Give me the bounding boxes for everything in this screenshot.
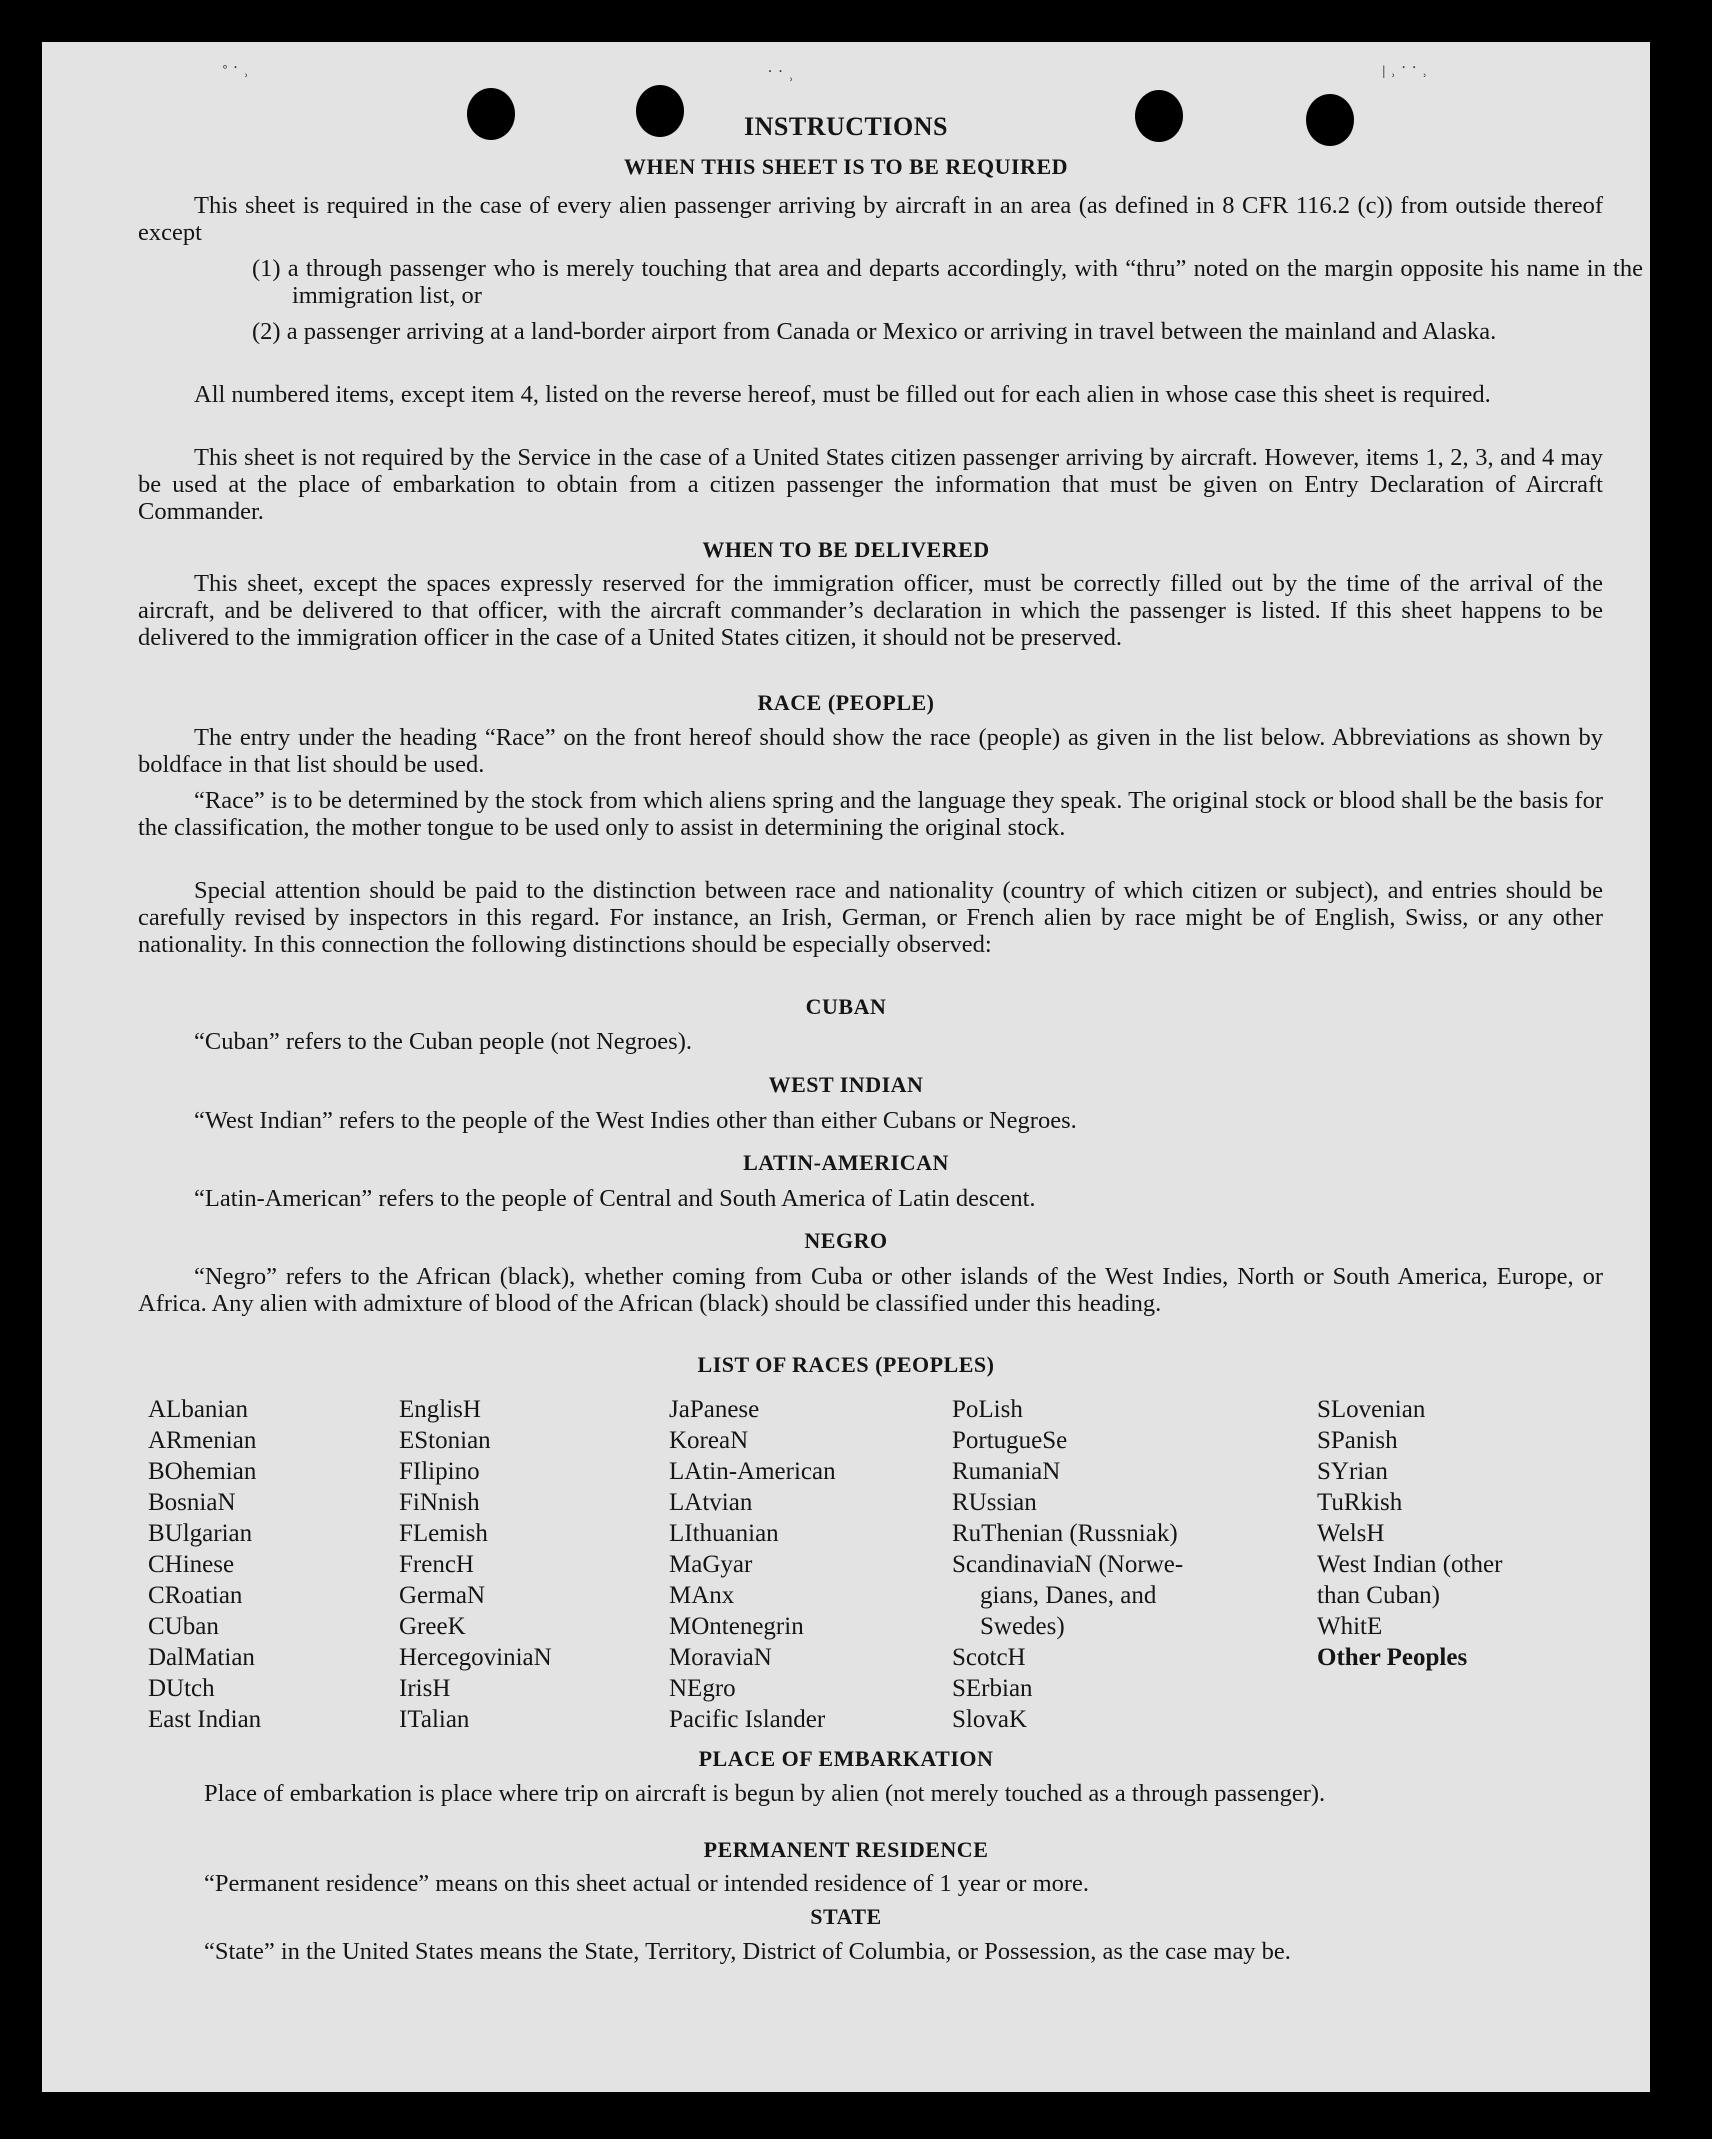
race-entry: BOhemian [148,1458,257,1485]
race-entry: SYrian [1317,1458,1388,1485]
exception-item-2: (2) a passenger arriving at a land-border airport from Canada or Mexico or arriving in travel between the mainland and Alaska. [252,318,1497,345]
race-para-3: Special attention should be paid to the distinction between race and nationality (country of which citizen or subject), and entries should be carefully revised by inspectors in this regard. For instance, an Irish, German, or French alien by race might be of English, Swiss, or any other nationality. In this connection the following distinctions should be especially observed: [138,877,1603,958]
race-entry: ARmenian [148,1427,257,1454]
race-entry: Swedes) [980,1613,1065,1640]
race-entry: HercegoviniaN [399,1644,552,1671]
heading-place-of-embarkation: PLACE OF EMBARKATION [698,1746,994,1771]
race-entry: PortugueSe [952,1427,1068,1454]
race-entry: LAtvian [669,1489,753,1516]
exception-item-1: (1) a through passenger who is merely touching that area and departs accordingly, with “thru” noted on the margin opposite his name in the immigration list, or [252,255,1643,309]
race-entry: gians, Danes, and [980,1582,1157,1609]
negro-text: “Negro” refers to the African (black), whether coming from Cuba or other islands of the West Indies, North or South America, Europe, or Africa. Any alien with admixture of blood of the African (black) should be classified under this heading. [138,1263,1603,1317]
race-entry: CUban [148,1613,219,1640]
race-entry: SPanish [1317,1427,1398,1454]
latin-american-text: “Latin-American” refers to the people of Central and South America of Latin descent. [194,1185,1036,1212]
race-entry: GreeK [399,1613,466,1640]
race-entry: ScandinaviaN (Norwe- [952,1551,1184,1578]
race-entry: RUssian [952,1489,1037,1516]
heading-west-indian: WEST INDIAN [768,1072,924,1097]
heading-race: RACE (PEOPLE) [757,690,935,715]
race-column-4 [952,1394,1183,1735]
page-title: INSTRUCTIONS [744,112,948,141]
race-entry: FIlipino [399,1458,480,1485]
heading-when-required: WHEN THIS SHEET IS TO BE REQUIRED [623,154,1069,179]
race-para-1: The entry under the heading “Race” on the front hereof should show the race (people) as given in the list below. Abbreviations as shown by boldface in that list should be used. [138,724,1603,778]
race-entry: MoraviaN [669,1644,772,1671]
permanent-residence-text: “Permanent residence” means on this sheet actual or intended residence of 1 year or more. [204,1870,1090,1897]
scan-mark: ǀ ˒ ˙ ˙ ˒ [1382,62,1428,82]
race-entry: EnglisH [399,1396,481,1423]
race-entry: LIthuanian [669,1520,779,1547]
race-entry: MaGyar [669,1551,753,1578]
race-entry: DUtch [148,1675,215,1702]
race-entry: LAtin-American [669,1458,836,1485]
race-entry: SLovenian [1317,1396,1426,1423]
heading-negro: NEGRO [804,1228,888,1253]
race-entry: BUlgarian [148,1520,253,1547]
race-entry: BosniaN [148,1489,236,1516]
when-required-para-3: This sheet is not required by the Service in the case of a United States citizen passenger arriving by aircraft. However, items 1, 2, 3, and 4 may be used at the place of embarkation to obtain from a citizen passenger the information that must be given on Entry Declaration of Aircraft Commander. [138,444,1603,525]
race-entry: SlovaK [952,1706,1027,1733]
race-entry: MOntenegrin [669,1613,804,1640]
race-entry: ALbanian [148,1396,248,1423]
race-entry: EStonian [399,1427,491,1454]
race-entry: GermaN [399,1582,486,1609]
cuban-text: “Cuban” refers to the Cuban people (not Negroes). [194,1028,692,1055]
race-para-2: “Race” is to be determined by the stock from which aliens spring and the language they speak. The original stock or blood shall be the basis for the classification, the mother tongue to be used only to assist in determining the original stock. [138,787,1603,841]
west-indian-text: “West Indian” refers to the people of the West Indies other than either Cubans or Negroes. [194,1107,1077,1134]
heading-permanent-residence: PERMANENT RESIDENCE [703,1837,989,1862]
race-entry: NEgro [669,1675,736,1702]
race-entry: MAnx [669,1582,735,1609]
document-sheet [42,42,1650,2092]
race-column-3 [669,1394,836,1735]
race-entry: TuRkish [1317,1489,1403,1516]
race-entry: WelsH [1317,1520,1385,1547]
race-entry: KoreaN [669,1427,749,1454]
scan-mark: ˚ ˙ ˒ [222,62,249,82]
heading-when-delivered: WHEN TO BE DELIVERED [702,537,990,562]
race-entry: SErbian [952,1675,1033,1702]
race-entry: ITalian [399,1706,470,1733]
race-entry: ScotcH [952,1644,1026,1671]
race-entry: FLemish [399,1520,488,1547]
heading-list-of-races: LIST OF RACES (PEOPLES) [697,1352,995,1377]
race-entry: than Cuban) [1317,1582,1440,1609]
race-entry: CHinese [148,1551,235,1578]
when-required-para-2: All numbered items, except item 4, listed on the reverse hereof, must be filled out for each alien in whose case this sheet is required. [194,381,1491,408]
race-entry: FrencH [399,1551,474,1578]
heading-latin-american: LATIN-AMERICAN [743,1150,949,1175]
race-entry: Other Peoples [1317,1644,1468,1671]
race-entry: West Indian (other [1317,1551,1503,1578]
race-entry: WhitE [1317,1613,1383,1640]
race-entry: PoLish [952,1396,1023,1423]
race-entry: RuThenian (Russniak) [952,1520,1178,1547]
race-entry: JaPanese [669,1396,760,1423]
when-required-intro: This sheet is required in the case of every alien passenger arriving by aircraft in an area (as defined in 8 CFR 116.2 (c)) from outside thereof except [138,192,1603,246]
race-column-2 [399,1394,552,1735]
when-delivered-text: This sheet, except the spaces expressly reserved for the immigration officer, must be correctly filled out by the time of the arrival of the aircraft, and be delivered to that officer, with the aircraft commander’s declaration in which the passenger is listed. If this sheet happens to be delivered to the immigration officer in the case of a United States citizen, it should not be preserved. [138,570,1603,651]
race-column-5 [1317,1394,1502,1673]
place-of-embarkation-text: Place of embarkation is place where trip on aircraft is begun by alien (not merely touched as a through passenger). [204,1780,1326,1807]
heading-cuban: CUBAN [805,994,887,1019]
race-entry: CRoatian [148,1582,243,1609]
race-entry: IrisH [399,1675,451,1702]
race-column-1 [148,1394,261,1735]
race-entry: FiNnish [399,1489,480,1516]
heading-state: STATE [810,1904,882,1929]
race-entry: DalMatian [148,1644,255,1671]
race-entry: Pacific Islander [669,1706,826,1733]
state-text: “State” in the United States means the State, Territory, District of Columbia, or Possession, as the case may be. [204,1938,1291,1965]
scan-mark: ˙ ˙ ˒ [767,66,794,86]
race-entry: East Indian [148,1706,262,1733]
race-entry: RumaniaN [952,1458,1061,1485]
